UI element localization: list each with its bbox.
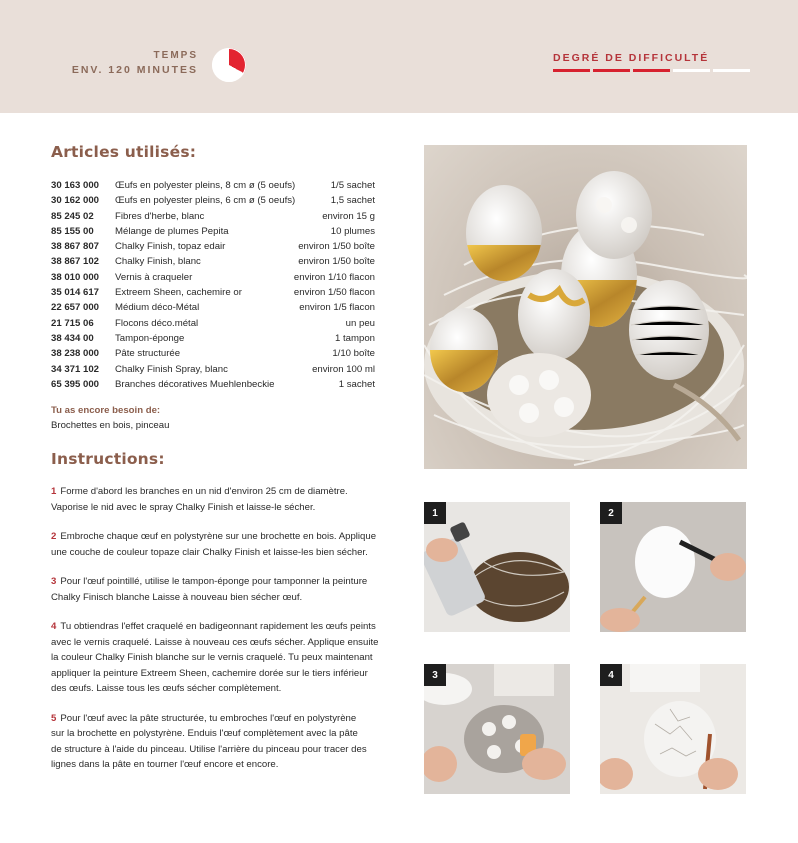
difficulty-label: DEGRÉ DE DIFFICULTÉ <box>553 52 710 64</box>
step-line: de structure à l'aide du pinceau. Utilise l'arrière du pinceau pour tracer des <box>51 743 367 755</box>
article-code: 38 010 000 <box>51 271 100 283</box>
article-code: 22 657 000 <box>51 302 100 314</box>
step-number: 2 <box>51 531 57 542</box>
articles-list <box>51 178 375 392</box>
article-code: 38 867 807 <box>51 241 100 253</box>
step-line: Pour l'œuf pointillé, utilise le tampon-éponge pour tamponner la peinture <box>60 576 368 587</box>
step-number: 5 <box>51 712 57 724</box>
article-quantity: 1,5 sachet <box>330 195 375 207</box>
article-quantity: environ 1/10 flacon <box>293 271 375 283</box>
article-row <box>51 346 375 361</box>
article-quantity: environ 15 g <box>322 210 375 222</box>
step-line: avec le vernis craquelé. Laisse à nouveau ces œufs sécher. Applique ensuite <box>51 636 379 648</box>
article-name: Tampon-éponge <box>115 332 185 344</box>
article-code: 30 162 000 <box>51 195 100 207</box>
instructions-steps <box>51 484 381 787</box>
article-row <box>51 193 375 208</box>
step-photo-2 <box>600 502 746 632</box>
article-row <box>51 300 375 315</box>
article-quantity: 1 tampon <box>334 332 375 344</box>
article-quantity: 10 plumes <box>330 225 375 237</box>
instruction-step <box>51 619 381 697</box>
step-line: Chalky Finisch blanche Laisse à nouveau bien sécher œuf. <box>51 591 303 603</box>
article-name: Chalky Finish, blanc <box>115 256 201 268</box>
article-row <box>51 270 375 285</box>
article-name: Chalky Finish Spray, blanc <box>115 363 228 375</box>
instruction-step <box>51 711 381 773</box>
time-value: ENV. 120 MINUTES <box>71 64 198 76</box>
article-name: Médium déco-Métal <box>115 302 200 314</box>
step-line: Forme d'abord les branches en un nid d'environ 25 cm de diamètre. <box>60 486 348 497</box>
step-line: sur la brochette en polystyrène. Enduis l'œuf complètement avec la pâte <box>51 728 358 739</box>
article-quantity: 1 sachet <box>338 378 375 390</box>
difficulty-bar <box>553 69 590 72</box>
article-row <box>51 377 375 392</box>
step-line: Pour l'œuf avec la pâte structurée, tu embroches l'œuf en polystyrène <box>60 712 357 724</box>
article-code: 21 715 06 <box>51 317 94 329</box>
instruction-step <box>51 574 381 605</box>
clock-icon <box>212 48 246 82</box>
article-row <box>51 209 375 224</box>
article-name: Chalky Finish, topaz edair <box>115 241 226 253</box>
step-photo-3 <box>424 664 570 794</box>
article-code: 38 238 000 <box>51 348 100 360</box>
step-line: Tu obtiendras l'effet craquelé en badigeonnant rapidement les œufs peints <box>60 621 376 632</box>
also-needed-text: Brochettes en bois, pinceau <box>51 420 170 431</box>
article-code: 65 395 000 <box>51 378 100 390</box>
step-line: une couche de couleur topaze clair Chalky Finish et laisse-les bien sécher. <box>51 546 368 558</box>
article-quantity: environ 1/5 flacon <box>299 302 375 314</box>
instruction-step <box>51 529 381 560</box>
header-band <box>0 0 798 113</box>
article-quantity: 1/5 sachet <box>330 180 375 191</box>
article-quantity: 1/10 boîte <box>332 348 375 360</box>
step-line: Embroche chaque œuf en polystyrène sur une brochette en bois. Applique <box>60 531 377 542</box>
article-code: 30 163 000 <box>51 180 100 191</box>
article-code: 38 434 00 <box>51 332 94 344</box>
also-needed-title: Tu as encore besoin de: <box>51 405 161 416</box>
step-photo-1 <box>424 502 570 632</box>
time-label: TEMPS <box>153 50 198 61</box>
difficulty-bar <box>593 69 630 72</box>
article-row <box>51 178 375 193</box>
article-name: Œufs en polyester pleins, 8 cm ø (5 oeufs) <box>115 180 296 191</box>
step-badge: 1 <box>424 502 446 524</box>
step-number: 3 <box>51 576 57 587</box>
article-name: Mélange de plumes Pepita <box>115 225 229 237</box>
step-photo-4 <box>600 664 746 794</box>
article-code: 34 371 102 <box>51 363 100 375</box>
article-name: Pâte structurée <box>115 348 181 360</box>
article-code: 85 245 02 <box>51 210 94 222</box>
article-code: 85 155 00 <box>51 225 94 237</box>
difficulty-bar <box>673 69 710 72</box>
article-quantity: environ 1/50 boîte <box>298 256 375 268</box>
article-name: Extreem Sheen, cachemire or <box>115 287 242 299</box>
article-name: Fibres d'herbe, blanc <box>115 210 205 222</box>
step-line: lignes dans la pâte en tourner l'œuf encore et encore. <box>51 759 279 770</box>
step-line: des œufs. Laisse tous les œufs sécher complètement. <box>51 683 282 694</box>
article-name: Flocons déco.métal <box>115 317 199 329</box>
article-name: Branches décoratives Muehlenbeckie <box>115 378 275 390</box>
difficulty-bar <box>713 69 750 72</box>
step-badge: 2 <box>600 502 622 524</box>
instruction-step <box>51 484 381 515</box>
article-code: 35 014 617 <box>51 287 100 299</box>
step-badge: 4 <box>600 664 622 686</box>
article-row <box>51 362 375 377</box>
step-line: Vaporise le nid avec le spray Chalky Finish et laisse-le sécher. <box>51 501 316 513</box>
article-quantity: environ 1/50 flacon <box>293 287 375 299</box>
article-quantity: environ 100 ml <box>312 363 375 375</box>
instructions-title: Instructions: <box>51 450 165 468</box>
time-block <box>72 50 198 76</box>
step-badge: 3 <box>424 664 446 686</box>
article-row <box>51 285 375 300</box>
articles-title: Articles utilisés: <box>51 143 197 161</box>
article-name: Vernis à craqueler <box>115 271 193 283</box>
article-name: Œufs en polyester pleins, 6 cm ø (5 oeufs) <box>115 195 296 207</box>
article-row <box>51 331 375 346</box>
step-number: 1 <box>51 486 57 497</box>
article-quantity: environ 1/50 boîte <box>298 241 375 253</box>
article-quantity: un peu <box>345 317 375 329</box>
article-code: 38 867 102 <box>51 256 100 268</box>
step-line: appliquer la peinture Extreem Sheen, cachemire dorée sur le tiers inférieur <box>51 667 368 679</box>
article-row <box>51 224 375 239</box>
difficulty-bar <box>633 69 670 72</box>
article-row <box>51 316 375 331</box>
article-row <box>51 254 375 269</box>
article-row <box>51 239 375 254</box>
difficulty-meter <box>553 69 750 72</box>
step-number: 4 <box>51 621 57 632</box>
step-line: la couleur Chalky Finish blanche sur le vernis craquelé. Tu peux maintenant <box>51 652 373 663</box>
eggs-nest-photo <box>424 145 747 469</box>
